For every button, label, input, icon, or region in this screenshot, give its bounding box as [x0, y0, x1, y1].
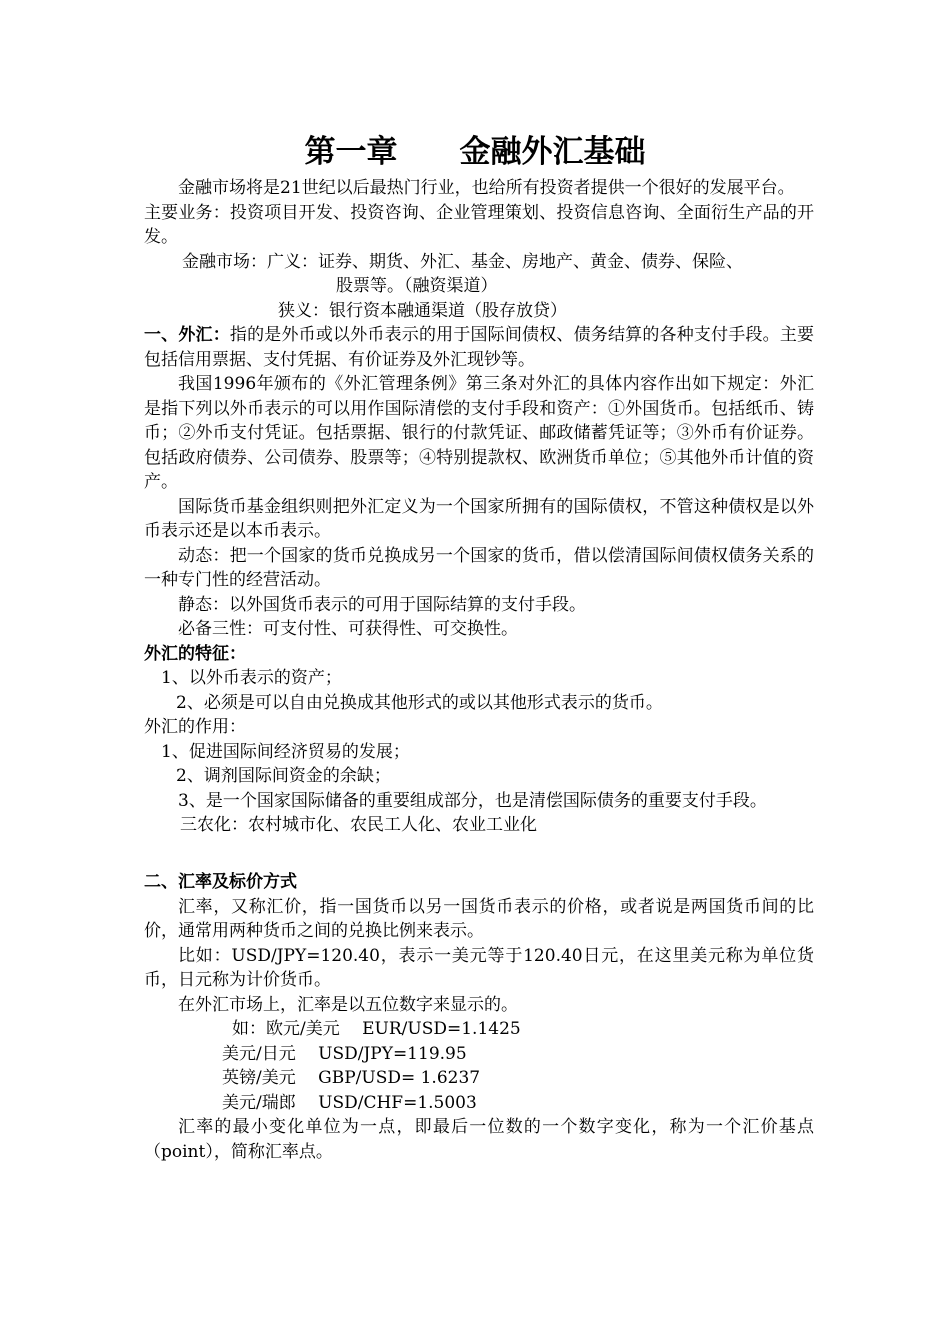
financial-market-narrow: 狭义：银行资本融通渠道（股存放贷） — [278, 300, 567, 321]
spacer — [144, 862, 814, 870]
role-item: 3、是一个国家国际储备的重要组成部分，也是清偿国际债务的重要支付手段。 — [178, 790, 767, 811]
forex-definition-text: 指的是外币或以外币表示的用于国际间债权、债务结算的各种支付手段。主要包括信用票据、支付凭据、有价证券及外汇现钞等。 — [144, 325, 814, 370]
static-paragraph: 静态：以外国货币表示的可用于国际结算的支付手段。 — [178, 594, 586, 615]
regulation-paragraph: 我国1996年颁布的《外汇管理条例》第三条对外汇的具体内容作出如下规定：外汇是指下列以外币表示的可以用作国际清偿的支付手段和资产：①外国货币。包括纸币、铸币；②外币支付凭证。包括票据、银行的付款凭证、邮政储蓄凭证等；③外币有价证券。包括政府债券、公司债券、股票等；④特别提款权、欧洲货币单位；⑤其他外币计值的资产。 — [144, 374, 814, 492]
features-heading: 外汇的特征： — [144, 643, 246, 664]
point-paragraph: 汇率的最小变化单位为一点，即最后一位数的一个数字变化，称为一个汇价基点（point），简称汇率点。 — [144, 1117, 814, 1162]
rate-example-line: 英镑/美元 GBP/USD= 1.6237 — [222, 1068, 481, 1088]
feature-item: 1、以外币表示的资产； — [161, 668, 342, 688]
role-item: 1、促进国际间经济贸易的发展； — [161, 741, 410, 762]
forex-definition — [144, 323, 814, 372]
five-digit-note: 在外汇市场上，汇率是以五位数字来显示的。 — [178, 994, 518, 1015]
intro-paragraph: 金融市场将是21世纪以后最热门行业，也给所有投资者提供一个很好的发展平台。 — [178, 178, 795, 198]
role-item: 2、调剂国际间资金的余缺； — [176, 766, 391, 786]
three-properties: 必备三性：可支付性、可获得性、可交换性。 — [178, 619, 518, 639]
exchange-rate-definition: 汇率，又称汇价，指一国货币以另一国货币表示的价格，或者说是两国货币间的比价，通常用两种货币之间的兑换比例来表示。 — [144, 896, 814, 941]
sannong-paragraph: 三农化：农村城市化、农民工人化、农业工业化 — [180, 815, 537, 835]
document-body — [144, 176, 814, 1164]
section1-heading: 一、外汇： — [144, 325, 230, 345]
market-label: 金融市场：广义： — [182, 251, 318, 272]
feature-item: 2、必须是可以自由兑换成其他形式的或以其他形式表示的货币。 — [176, 692, 663, 713]
roles-heading: 外汇的作用： — [144, 717, 246, 737]
spacer — [144, 838, 814, 863]
imf-paragraph: 国际货币基金组织则把外汇定义为一个国家所拥有的国际债权，不管这种债权是以外币表示还是以本币表示。 — [144, 496, 814, 541]
financial-market-broad — [144, 250, 814, 275]
market-broad-line1: 证券、期货、外汇、基金、房地产、黄金、债券、保险、 — [318, 251, 743, 272]
rate-example-line: 美元/瑞郎 USD/CHF=1.5003 — [222, 1092, 477, 1113]
business-paragraph: 主要业务：投资项目开发、投资咨询、企业管理策划、投资信息咨询、全面衍生产品的开发。 — [144, 202, 814, 247]
dynamic-paragraph: 动态：把一个国家的货币兑换成另一个国家的货币，借以偿清国际间债权债务关系的一种专门性的经营活动。 — [144, 545, 814, 590]
exchange-rate-example: 比如：USD/JPY=120.40，表示一美元等于120.40日元，在这里美元称为单位货币，日元称为计价货币。 — [144, 945, 814, 990]
chapter-title: 第一章 金融外汇基础 — [304, 134, 646, 170]
rate-example-line: 美元/日元 USD/JPY=119.95 — [222, 1043, 467, 1064]
financial-market-broad-cont: 股票等。（融资渠道） — [336, 276, 498, 296]
rate-example-line: 如：欧元/美元 EUR/USD=1.1425 — [232, 1019, 521, 1039]
section2-heading: 二、汇率及标价方式 — [144, 872, 297, 892]
